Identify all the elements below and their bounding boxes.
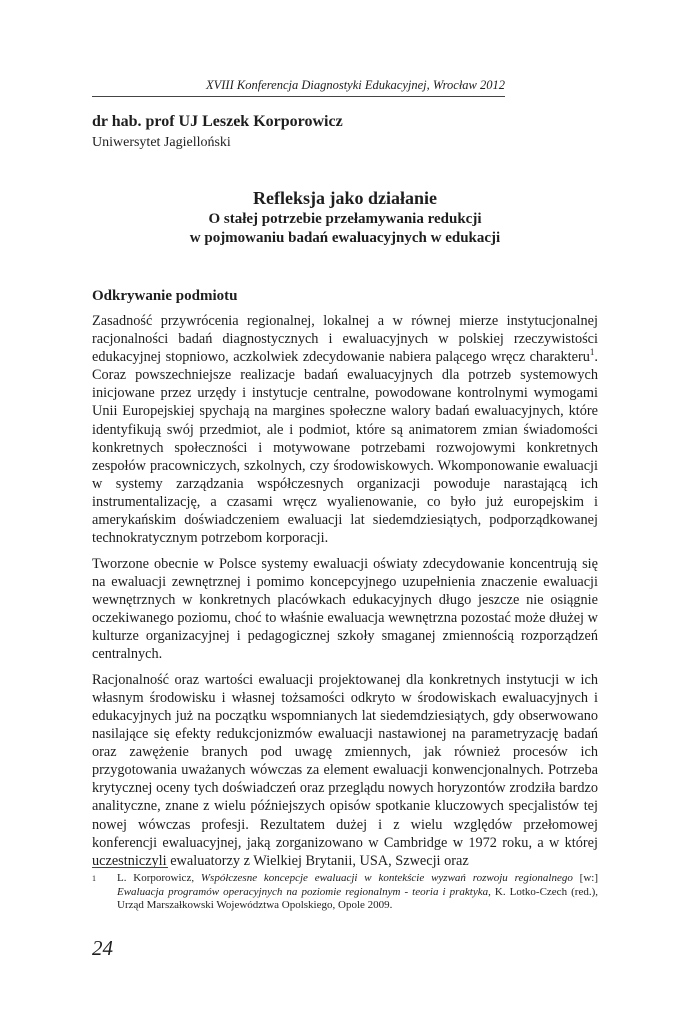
footnote-author: L. Korporowicz, bbox=[117, 872, 201, 884]
paragraph-1 bbox=[92, 312, 598, 547]
article-title bbox=[92, 187, 598, 248]
footnote-article-title: Współczesne koncepcje ewaluacji w kontekście wyzwań rozwoju regionalnego bbox=[200, 872, 573, 884]
paragraph-3: Racjonalność oraz wartości ewaluacji projektowanej dla konkretnych instytucji w ich własnym środowisku i własnej tożsamości odkryto w środowiskach ewaluacyjnych i edukacyjnych już na początku wspomnianych lat siedemdziesiątych, gdy obserwowano nasilające się efekty redukcjonizmów ewaluacji nastawionej na parametryzację badań oraz zawężenie branych pod uwagę zmiennych, jak również procesów ich przygotowania uważanych wówczas za element ewaluacji konwencjonalnych. Potrzeba krytycznej oceny tych doświadczeń oraz przeglądu nowych horyzontów zrodziła bardzo analityczne, znane z wielu późniejszych opisów spotkanie kluczowych specjalistów tej nowej wówczas profesji. Rezultatem dużej i z wielu względów przełomowej konferencji ewaluacyjnej, jaką zorganizowano w Cambridge w 1972 roku, a w której uczestniczyli ewaluatorzy z Wielkiej Brytanii, USA, Szwecji oraz bbox=[92, 671, 598, 869]
paragraph-1-text-b: . Coraz powszechniejsze realizacje badań ewaluacyjnych dla potrzeb systemowych inicjowane przez urzędy i instytucje centralne, powodowane kontrolnymi wymogami Unii Europejskiej spychają na margines społeczne walory badań ewaluacyjnych, które identyfikują swój przedmiot, ale i podmiot, które są animatorem zmian świadomości konkretnych społeczności i motywowane potrzebami rozwojowymi konkretnych zespołów pracowniczych, szkolnych, czy środowiskowych. Wkomponowanie ewaluacji w systemy zarządzania współczesnych organizacji powoduje narastającą ich instrumentalizację, a czasami wręcz wyalienowanie, co było już europejskim i amerykańskim doświadczeniem ewaluacji lat siedemdziesiątych, podporządkowanej technokratycznym potrzebom korporacji. bbox=[92, 349, 598, 547]
header-rule bbox=[92, 96, 505, 97]
footnote-reference: 1 bbox=[589, 347, 595, 358]
title-main: Refleksja jako działanie bbox=[253, 188, 437, 208]
paragraph-2: Tworzone obecnie w Polsce systemy ewaluacji oświaty zdecydowanie koncentrują się na ewaluacji zewnętrznej i pomimo koncepcyjnego uzupełnienia znaczenie ewaluacji wewnętrznych w konkretnych placówkach edukacyjnych długo jeszcze nie osiągnie oczekiwanego poziomu, choć to właśnie ewaluacja wewnętrzna pozostać może dłużej w kulturze organizacyjnej i pedagogicznej szkoły smaganej zmiennością rozporządzeń centralnych. bbox=[92, 555, 598, 663]
footnote-in: [w:] bbox=[572, 872, 598, 884]
footnote-publisher: , K. Lotko-Czech (red.), Urząd Marszałkowski Województwa Opolskiego, Opole 2009. bbox=[117, 885, 598, 911]
page-number: 24 bbox=[92, 936, 113, 960]
footnote-book-title: Ewaluacja programów operacyjnych na poziomie regionalnym - teoria i praktyka bbox=[117, 885, 489, 898]
section-heading: Odkrywanie podmiotu bbox=[92, 288, 238, 304]
author-name: dr hab. prof UJ Leszek Korporowicz bbox=[92, 113, 343, 130]
author-affiliation: Uniwersytet Jagielloński bbox=[92, 135, 231, 150]
footnote bbox=[92, 872, 598, 913]
footnote-rule bbox=[92, 867, 168, 868]
footnote-text bbox=[117, 872, 598, 913]
subtitle-line-1: O stałej potrzebie przełamywania redukcji bbox=[208, 211, 482, 227]
paragraph-1-text-a: Zasadność przywrócenia regionalnej, lokalnej a w równej mierze instytucjonalnej racjonalności badań diagnostycznych i ewaluacyjnych w polskiej rzeczywistości edukacyjnej stopniowo, aczkolwiek zdecydowanie nabiera palącego wręcz charakteru bbox=[92, 313, 598, 366]
body-text bbox=[92, 312, 598, 877]
running-header: XVIII Konferencja Diagnostyki Edukacyjnej, Wrocław 2012 bbox=[206, 78, 505, 92]
subtitle-line-2: w pojmowaniu badań ewaluacyjnych w edukacji bbox=[189, 230, 501, 246]
footnote-number: 1 bbox=[92, 874, 96, 883]
